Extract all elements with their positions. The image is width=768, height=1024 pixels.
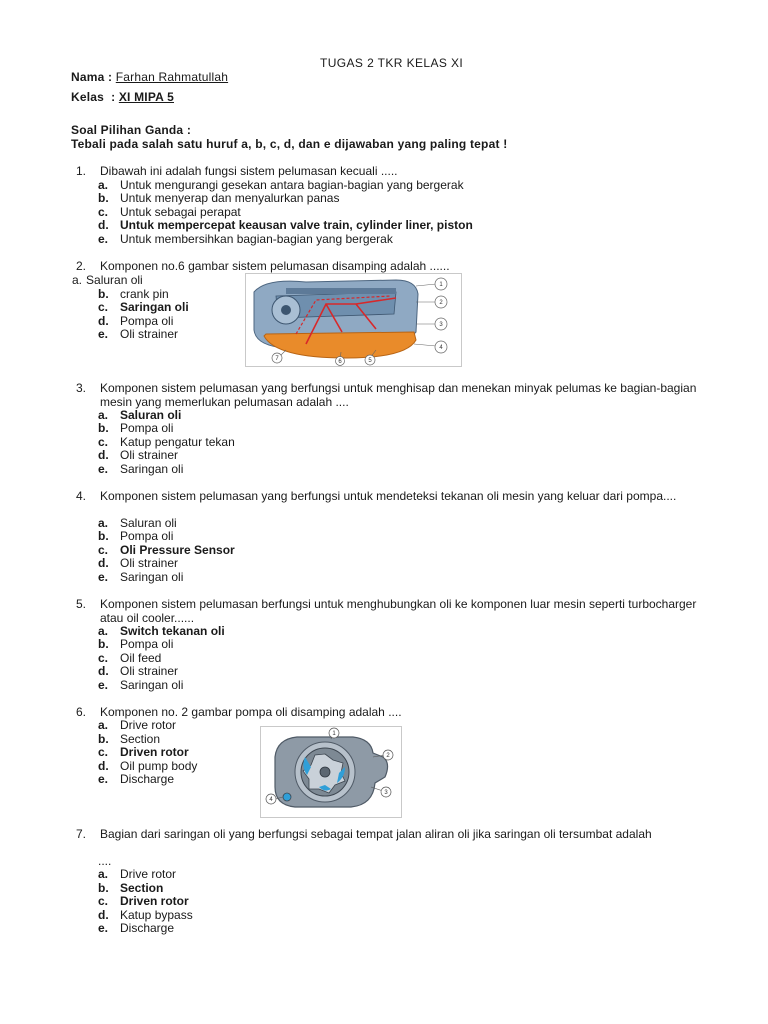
question-text: Komponen sistem pelumasan berfungsi untuk menghubungkan oli ke komponen luar mesin seperti turbocharger atau oil cooler...... bbox=[100, 597, 697, 625]
option-text: Saringan oli bbox=[120, 300, 189, 314]
option-text: crank pin bbox=[120, 287, 169, 301]
name-label: Nama : bbox=[71, 70, 113, 84]
option-letter: c. bbox=[98, 543, 109, 557]
option-letter: d. bbox=[98, 556, 109, 570]
option-letter: e. bbox=[98, 232, 109, 246]
option-c-selected[interactable] bbox=[98, 746, 189, 760]
option-text: Driven rotor bbox=[120, 745, 189, 759]
callout-5: 5 bbox=[368, 358, 372, 364]
option-text: Oli Pressure Sensor bbox=[120, 543, 235, 557]
class-row bbox=[71, 91, 174, 104]
option-text: Switch tekanan oli bbox=[120, 624, 225, 638]
question-number: 5. bbox=[76, 597, 87, 611]
option-letter: a. bbox=[98, 718, 109, 732]
option-text: Discharge bbox=[120, 921, 175, 935]
option-e[interactable] bbox=[98, 773, 174, 787]
option-a[interactable] bbox=[98, 719, 176, 733]
option-text: Untuk mengurangi gesekan antara bagian-bagian yang bergerak bbox=[120, 178, 464, 192]
callout-4: 4 bbox=[439, 345, 443, 351]
option-e[interactable] bbox=[98, 328, 178, 342]
option-text: Oil feed bbox=[120, 651, 162, 665]
option-letter: b. bbox=[98, 191, 109, 205]
question-4 bbox=[76, 490, 716, 586]
option-text: Untuk membersihkan bagian-bagian yang bergerak bbox=[120, 232, 393, 246]
option-e[interactable] bbox=[98, 571, 183, 585]
option-e[interactable] bbox=[98, 679, 183, 693]
question-5 bbox=[76, 598, 716, 694]
option-d[interactable] bbox=[98, 665, 178, 679]
option-letter: a. bbox=[98, 516, 109, 530]
option-letter: a. bbox=[98, 867, 109, 881]
class-label: Kelas : bbox=[71, 90, 116, 104]
oil-pump-figure bbox=[260, 726, 402, 818]
option-letter: e. bbox=[98, 570, 109, 584]
option-text: Saluran oli bbox=[120, 408, 182, 422]
option-e[interactable] bbox=[98, 922, 174, 936]
option-text: Drive rotor bbox=[120, 867, 177, 881]
option-text: Section bbox=[120, 881, 164, 895]
option-letter: c. bbox=[98, 894, 109, 908]
option-text: Saringan oli bbox=[120, 678, 184, 692]
question-number: 6. bbox=[76, 705, 87, 719]
option-letter: a. bbox=[98, 624, 109, 638]
option-text: Saluran oli bbox=[120, 516, 177, 530]
pump-callout-4: 4 bbox=[269, 797, 273, 803]
question-text: Komponen sistem pelumasan yang berfungsi untuk menghisap dan menekan minyak pelumas ke bagian-bagian mesin yang memerlukan pelumasan adalah .... bbox=[100, 381, 697, 409]
name-value: Farhan Rahmatullah bbox=[115, 70, 229, 84]
option-letter: b. bbox=[98, 881, 109, 895]
option-letter: e. bbox=[98, 678, 109, 692]
option-letter: c. bbox=[98, 435, 109, 449]
pump-callout-3: 3 bbox=[384, 790, 388, 796]
question-text: Komponen no. 2 gambar pompa oli disamping adalah .... bbox=[100, 705, 402, 719]
pump-callout-1: 1 bbox=[332, 731, 336, 737]
option-letter: a. bbox=[98, 408, 109, 422]
option-letter: d. bbox=[98, 314, 109, 328]
option-text: Untuk sebagai perapat bbox=[120, 205, 241, 219]
option-b[interactable] bbox=[98, 638, 173, 652]
option-letter: d. bbox=[98, 759, 109, 773]
option-letter: d. bbox=[98, 218, 109, 232]
question-text: Dibawah ini adalah fungsi sistem pelumasan kecuali ..... bbox=[100, 164, 398, 178]
callout-1: 1 bbox=[439, 282, 443, 288]
option-e[interactable] bbox=[98, 463, 183, 477]
option-letter: c. bbox=[98, 205, 109, 219]
question-1 bbox=[76, 165, 716, 249]
option-text: Oil pump body bbox=[120, 759, 198, 773]
lubrication-system-figure bbox=[245, 273, 462, 367]
callout-6: 6 bbox=[338, 359, 342, 365]
option-d[interactable] bbox=[98, 449, 178, 463]
option-letter: d. bbox=[98, 448, 109, 462]
option-letter: d. bbox=[98, 664, 109, 678]
option-letter: d. bbox=[98, 908, 109, 922]
document-title: TUGAS 2 TKR KELAS XI bbox=[320, 56, 464, 70]
option-text: Pompa oli bbox=[120, 529, 174, 543]
option-text: Drive rotor bbox=[120, 718, 177, 732]
option-letter: b. bbox=[98, 287, 109, 301]
option-letter: b. bbox=[98, 637, 109, 651]
callout-3: 3 bbox=[439, 322, 443, 328]
option-letter: e. bbox=[98, 921, 109, 935]
option-d[interactable] bbox=[98, 557, 178, 571]
question-number: 3. bbox=[76, 381, 87, 395]
option-text: Section bbox=[120, 732, 161, 746]
callout-2: 2 bbox=[439, 300, 443, 306]
option-text: Driven rotor bbox=[120, 894, 189, 908]
option-text: Pompa oli bbox=[120, 637, 174, 651]
name-row bbox=[71, 71, 228, 84]
option-letter: b. bbox=[98, 529, 109, 543]
option-a[interactable] bbox=[72, 274, 143, 288]
class-value: XI MIPA 5 bbox=[118, 90, 174, 104]
option-letter: b. bbox=[98, 732, 109, 746]
option-text: Oli strainer bbox=[120, 664, 179, 678]
option-letter: c. bbox=[98, 300, 109, 314]
question-number: 7. bbox=[76, 827, 87, 841]
option-text: Pompa oli bbox=[120, 314, 174, 328]
option-a[interactable] bbox=[98, 868, 176, 882]
option-letter: e. bbox=[98, 462, 109, 476]
option-text: Katup pengatur tekan bbox=[120, 435, 235, 449]
option-letter: e. bbox=[98, 327, 109, 341]
option-letter: a. bbox=[72, 273, 83, 287]
oil-pump-diagram bbox=[261, 727, 401, 817]
question-text: Komponen no.6 gambar sistem pelumasan disamping adalah ...... bbox=[100, 259, 450, 273]
question-text: Komponen sistem pelumasan yang berfungsi untuk mendeteksi tekanan oli mesin yang keluar dari pompa.... bbox=[100, 489, 677, 503]
option-c-selected[interactable] bbox=[98, 895, 189, 909]
option-text: Saringan oli bbox=[120, 462, 184, 476]
option-b[interactable] bbox=[98, 422, 173, 436]
instruction: Tebali pada salah satu huruf a, b, c, d, dan e dijawaban yang paling tepat ! bbox=[71, 137, 508, 151]
option-letter: c. bbox=[98, 745, 109, 759]
option-e[interactable] bbox=[98, 233, 393, 247]
pump-callout-2: 2 bbox=[386, 753, 390, 759]
option-text: Untuk menyerap dan menyalurkan panas bbox=[120, 191, 340, 205]
option-text: Pompa oli bbox=[120, 421, 174, 435]
option-letter: b. bbox=[98, 421, 109, 435]
option-b[interactable] bbox=[98, 192, 339, 206]
option-c-selected[interactable] bbox=[98, 301, 189, 315]
option-d-selected[interactable] bbox=[98, 219, 473, 233]
lubrication-diagram bbox=[246, 274, 461, 366]
question-number: 4. bbox=[76, 489, 87, 503]
callout-7: 7 bbox=[275, 356, 279, 362]
question-text-continuation: .... bbox=[98, 854, 112, 868]
option-text: Saluran oli bbox=[86, 273, 143, 287]
option-text: Katup bypass bbox=[120, 908, 193, 922]
section-title: Soal Pilihan Ganda : bbox=[71, 123, 192, 137]
question-7 bbox=[76, 828, 716, 938]
option-letter: c. bbox=[98, 651, 109, 665]
option-text: Oli strainer bbox=[120, 448, 179, 462]
option-letter: a. bbox=[98, 178, 109, 192]
option-b[interactable] bbox=[98, 530, 173, 544]
question-number: 2. bbox=[76, 259, 87, 273]
question-number: 1. bbox=[76, 164, 87, 178]
option-letter: e. bbox=[98, 772, 109, 786]
question-text: Bagian dari saringan oli yang berfungsi sebagai tempat jalan aliran oli jika saringan oli tersumbat adalah bbox=[100, 827, 652, 841]
option-text: Oli strainer bbox=[120, 327, 179, 341]
option-text: Oli strainer bbox=[120, 556, 179, 570]
option-text: Saringan oli bbox=[120, 570, 184, 584]
question-3 bbox=[76, 382, 716, 478]
option-text: Discharge bbox=[120, 772, 175, 786]
option-text: Untuk mempercepat keausan valve train, cylinder liner, piston bbox=[120, 218, 473, 232]
